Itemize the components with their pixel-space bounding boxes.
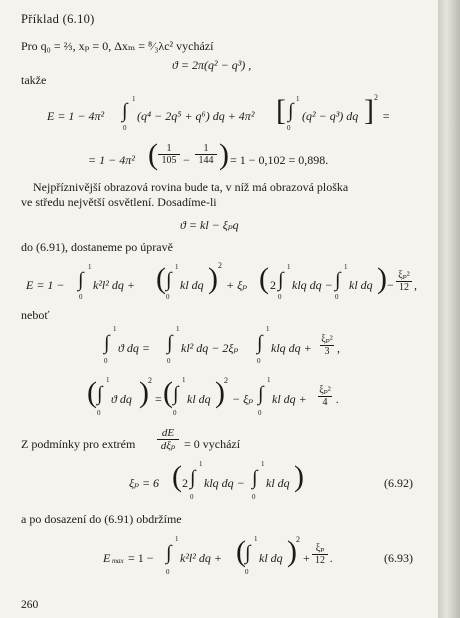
right-paren: ) [377, 262, 387, 295]
integral-sign: ∫ [335, 269, 341, 291]
eq-E2-start: = 1 − 4π² [88, 153, 135, 167]
integral-upper-limit: 1 [199, 460, 203, 468]
integral-sign: ∫ [258, 383, 264, 405]
integral-upper-limit: 1 [175, 535, 179, 543]
eq-its-lhs: ϑ dq [111, 392, 132, 406]
eq-its-t3: kl dq + [272, 392, 307, 406]
eq92-t3: kl dq [266, 476, 290, 490]
para3-end: = 0 vychází [184, 437, 241, 451]
page-number: 260 [21, 599, 39, 611]
right-paren: ) [219, 138, 229, 171]
fraction-xi-12: $\frac{\text{ξₚ}}{12}$ [312, 543, 328, 566]
integral-sign: ∫ [245, 542, 251, 564]
eq-its-eq: = [155, 392, 162, 406]
eq-E-lhs: E = 1 − 4π² [47, 109, 105, 123]
integral-sign: ∫ [288, 100, 294, 122]
eq92-lhs: ξₚ = 6 [129, 476, 160, 490]
eq93-t1: k²l² dq + [180, 551, 222, 565]
eq92-t2: klq dq − [204, 476, 245, 490]
minus-sign: − [183, 153, 190, 167]
bracket-power: 2 [374, 93, 378, 102]
left-paren: ( [163, 376, 173, 409]
right-paren: ) [208, 262, 218, 295]
paragraph-line: ve středu největší osvětlení. Dosadíme-li [21, 195, 217, 209]
eq-E-equals: = [382, 109, 391, 123]
integral-upper-limit: 1 [175, 263, 179, 271]
example-heading: Příklad (6.10) [21, 12, 95, 26]
right-paren: ) [294, 460, 304, 493]
eq93-t3: + [303, 551, 310, 565]
eq-Eg-t2: kl dq [180, 278, 204, 292]
right-paren: ) [139, 376, 149, 409]
integral-lower-limit: 0 [166, 293, 170, 301]
eq-Eg-comma: , [414, 278, 417, 292]
integral-upper-limit: 1 [182, 376, 186, 384]
eq-its-t1: kl dq [187, 392, 211, 406]
para3-start: Z podmínky pro extrém [21, 437, 136, 451]
eq-its-t2: − ξₚ [232, 392, 254, 406]
eq93-sub: max [112, 557, 124, 565]
integral-sign: ∫ [122, 100, 128, 122]
integral-upper-limit: 1 [254, 535, 258, 543]
fraction-1-144: $\frac{1}{144}$ [195, 143, 217, 166]
integral-lower-limit: 0 [252, 493, 256, 501]
paragraph-line: do (6.91), dostaneme po úpravě [21, 240, 173, 254]
integral-lower-limit: 0 [278, 293, 282, 301]
integral-upper-limit: 1 [176, 325, 180, 333]
integral-upper-limit: 1 [296, 95, 300, 103]
fraction-xi-12: $\frac{\text{ξₚ²}}{12}$ [396, 270, 412, 293]
integral-lower-limit: 0 [245, 568, 249, 576]
equation-number: (6.92) [384, 476, 413, 490]
integral-upper-limit: 1 [106, 376, 110, 384]
square-power: 2 [148, 376, 152, 385]
right-paren: ) [215, 376, 225, 409]
integral-upper-limit: 1 [132, 95, 136, 103]
integral-sign: ∫ [78, 269, 84, 291]
left-paren: ( [148, 138, 158, 171]
integral-sign: ∫ [257, 332, 263, 354]
word-nebot: neboť [21, 308, 50, 322]
square-power: 2 [218, 261, 222, 270]
square-power: 2 [224, 376, 228, 385]
square-power: 2 [296, 535, 300, 544]
integral-lower-limit: 0 [104, 357, 108, 365]
word-takze: takže [21, 73, 47, 87]
eq-E2-end: = 1 − 0,102 = 0,898. [230, 153, 329, 167]
fraction-xi-3: $\frac{\text{ξₚ²}}{3}$ [321, 334, 333, 357]
equation-number: (6.93) [384, 551, 413, 565]
eq93-eq: = 1 − [128, 551, 154, 565]
eq93-lhs: E [103, 551, 111, 565]
theta-definition: ϑ = kl − ξₚq [180, 218, 239, 232]
integral-sign: ∫ [166, 269, 172, 291]
eq-E-integrand1: (q⁴ − 2q⁵ + q⁶) dq + 4π² [137, 109, 255, 123]
theta-equation: ϑ = 2π(q² − q³) , [172, 58, 252, 72]
integral-lower-limit: 0 [287, 124, 291, 132]
fraction-dE-dxi: dE dξₚ [157, 427, 179, 452]
integral-lower-limit: 0 [173, 409, 177, 417]
integral-upper-limit: 1 [88, 263, 92, 271]
right-bracket: ] [364, 94, 374, 127]
integral-lower-limit: 0 [166, 568, 170, 576]
left-paren: ( [236, 535, 246, 568]
eq-it-t2: klq dq + [271, 341, 312, 355]
eq93-dot: . [330, 551, 333, 565]
integral-upper-limit: 1 [344, 263, 348, 271]
eq-its-dot: . [336, 392, 339, 406]
integral-sign: ∫ [190, 467, 196, 489]
fraction-xi-4: $\frac{\text{ξₚ²}}{4}$ [319, 385, 331, 408]
integral-upper-limit: 1 [267, 376, 271, 384]
integral-upper-limit: 1 [261, 460, 265, 468]
integral-upper-limit: 1 [113, 325, 117, 333]
integral-lower-limit: 0 [335, 293, 339, 301]
integral-lower-limit: 0 [97, 409, 101, 417]
eq-Eg-t6: kl dq [349, 278, 373, 292]
integral-upper-limit: 1 [266, 325, 270, 333]
integral-upper-limit: 1 [287, 263, 291, 271]
fraction-1-105: $\frac{1}{105}$ [158, 143, 180, 166]
integral-lower-limit: 0 [79, 293, 83, 301]
eq-Eg-t1: k²l² dq + [93, 278, 135, 292]
integral-lower-limit: 0 [123, 124, 127, 132]
eq93-t2: kl dq [259, 551, 283, 565]
left-paren: ( [259, 262, 269, 295]
eq-Eg-t3: + ξₚ [226, 278, 248, 292]
right-paren: ) [287, 535, 297, 568]
left-paren: ( [156, 262, 166, 295]
eq-it-lhs: ϑ dq = [118, 341, 150, 355]
integral-lower-limit: 0 [257, 357, 261, 365]
integral-sign: ∫ [166, 542, 172, 564]
eq-Eg-t5: klq dq − [292, 278, 333, 292]
integral-sign: ∫ [104, 332, 110, 354]
integral-lower-limit: 0 [190, 493, 194, 501]
eq-Eg-lhs: E = 1 − [26, 278, 65, 292]
paragraph-line: Nejpříznivější obrazová rovina bude ta, v níž má obrazová ploška [33, 180, 349, 194]
integral-sign: ∫ [167, 332, 173, 354]
given-line: Pro q₀ = ⅔, xₚ = 0, Δxₘ = ⁸⁄₃λc² vychází [21, 39, 214, 53]
integral-sign: ∫ [278, 269, 284, 291]
integral-sign: ∫ [173, 383, 179, 405]
eq-E-integrand2: (q² − q³) dq [302, 109, 359, 123]
eq-it-t1: kl² dq − 2ξₚ [181, 341, 239, 355]
integral-sign: ∫ [252, 467, 258, 489]
eq-Eg-t4: 2 [270, 278, 276, 292]
integral-lower-limit: 0 [167, 357, 171, 365]
left-paren: ( [87, 376, 97, 409]
eq-it-comma: , [337, 341, 340, 355]
paragraph-line: a po dosazení do (6.91) obdržíme [21, 512, 182, 526]
eq-Eg-t7: − [387, 278, 394, 292]
page-edge [438, 0, 460, 618]
integral-lower-limit: 0 [258, 409, 262, 417]
left-bracket: [ [276, 94, 286, 127]
eq92-t1: 2 [182, 476, 188, 490]
left-paren: ( [172, 460, 182, 493]
integral-sign: ∫ [97, 383, 103, 405]
